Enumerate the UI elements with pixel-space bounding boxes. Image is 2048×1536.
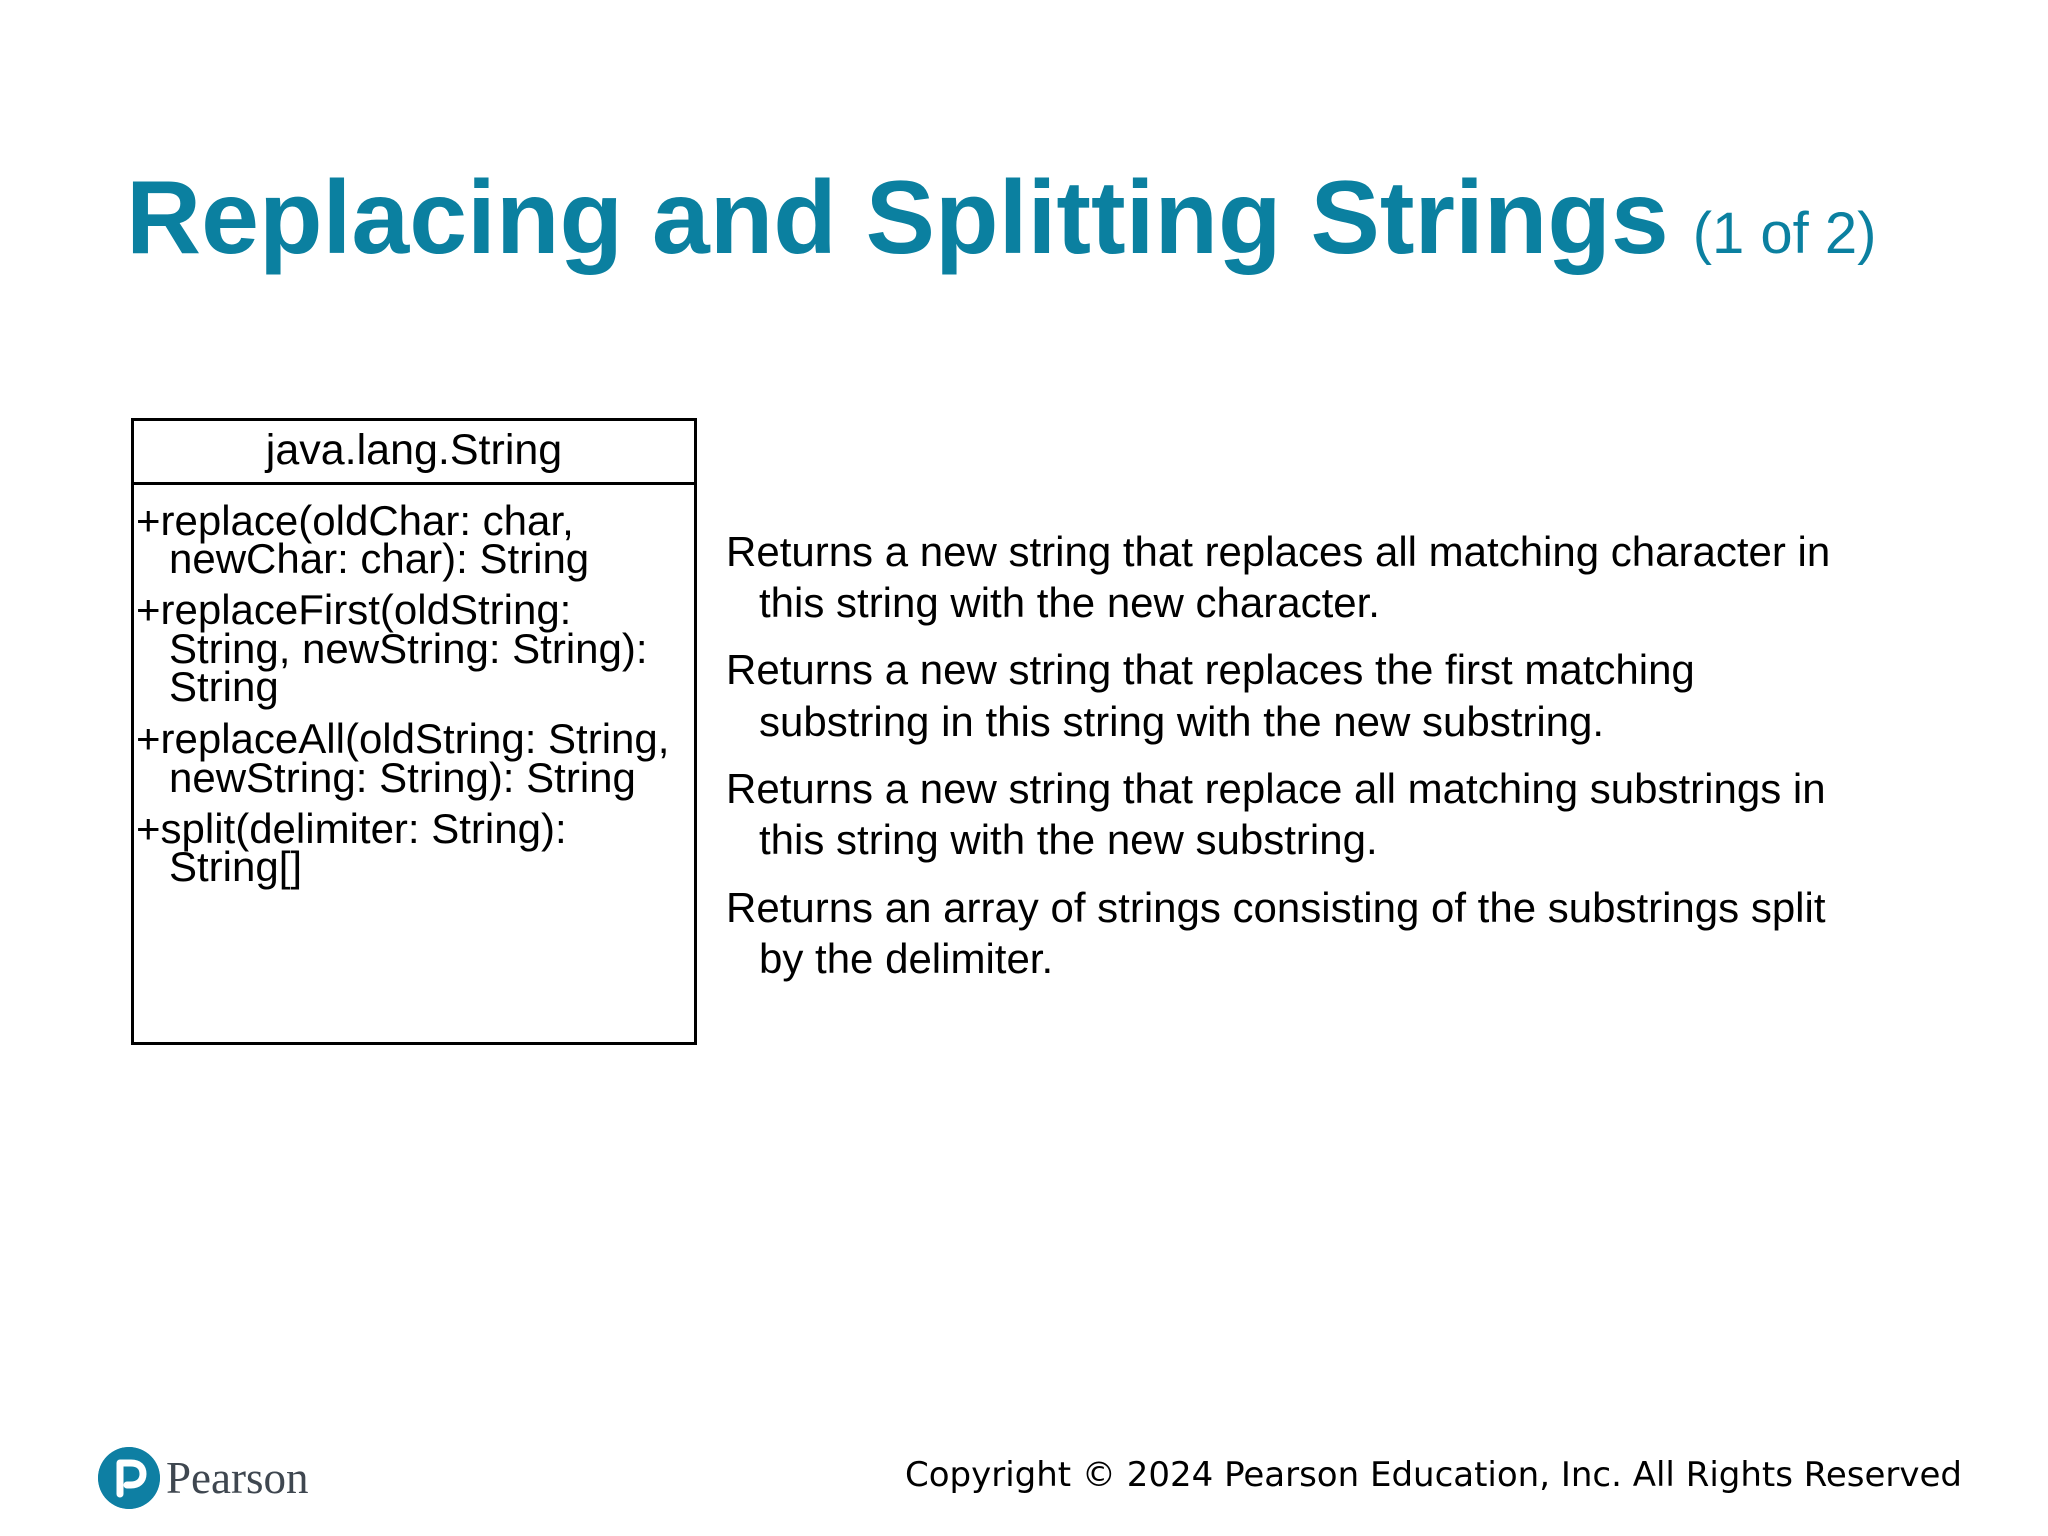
description-replaceall-line-2: this string with the new substring.	[759, 816, 1378, 863]
uml-class-box	[131, 418, 697, 1045]
description-replace-line-2: this string with the new character.	[759, 579, 1380, 626]
slide-title-part: (1 of 2)	[1692, 201, 1877, 266]
description-replaceall-line-1: Returns a new string that replace all matching substrings in	[726, 765, 1826, 812]
uml-method-replace-line-1: +replace(oldChar: char,	[136, 497, 574, 544]
uml-method-replaceall-line-2: newString: String): String	[169, 754, 636, 801]
pearson-p-logo-icon	[98, 1447, 160, 1509]
uml-method-replacefirst-line-1: +replaceFirst(oldString:	[136, 586, 572, 633]
slide-title-main: Replacing and Splitting Strings	[126, 160, 1669, 276]
description-replace-line-1: Returns a new string that replaces all matching character in	[726, 528, 1831, 575]
description-replacefirst-line-2: substring in this string with the new substring.	[759, 698, 1605, 745]
uml-method-replaceall-line-1: +replaceAll(oldString: String,	[136, 715, 670, 762]
pearson-logo-text: Pearson	[166, 1453, 309, 1503]
uml-method-split-line-1: +split(delimiter: String):	[136, 805, 567, 852]
uml-method-replacefirst-line-2: String, newString: String):	[169, 625, 648, 672]
uml-method-replace-line-2: newChar: char): String	[169, 535, 590, 582]
description-split-line-2: by the delimiter.	[759, 935, 1054, 982]
uml-method-replacefirst-line-3: String	[169, 663, 279, 710]
uml-class-name: java.lang.String	[134, 421, 694, 485]
slide-title	[126, 158, 1876, 294]
pearson-logo	[98, 1447, 322, 1517]
description-replacefirst-line-1: Returns a new string that replaces the first matching	[726, 646, 1695, 693]
copyright-text: Copyright © 2024 Pearson Education, Inc. All Rights Reserved	[904, 1455, 1962, 1495]
uml-method-split-line-2: String[]	[169, 843, 303, 890]
description-split-line-1: Returns an array of strings consisting of the substrings split	[726, 884, 1826, 931]
